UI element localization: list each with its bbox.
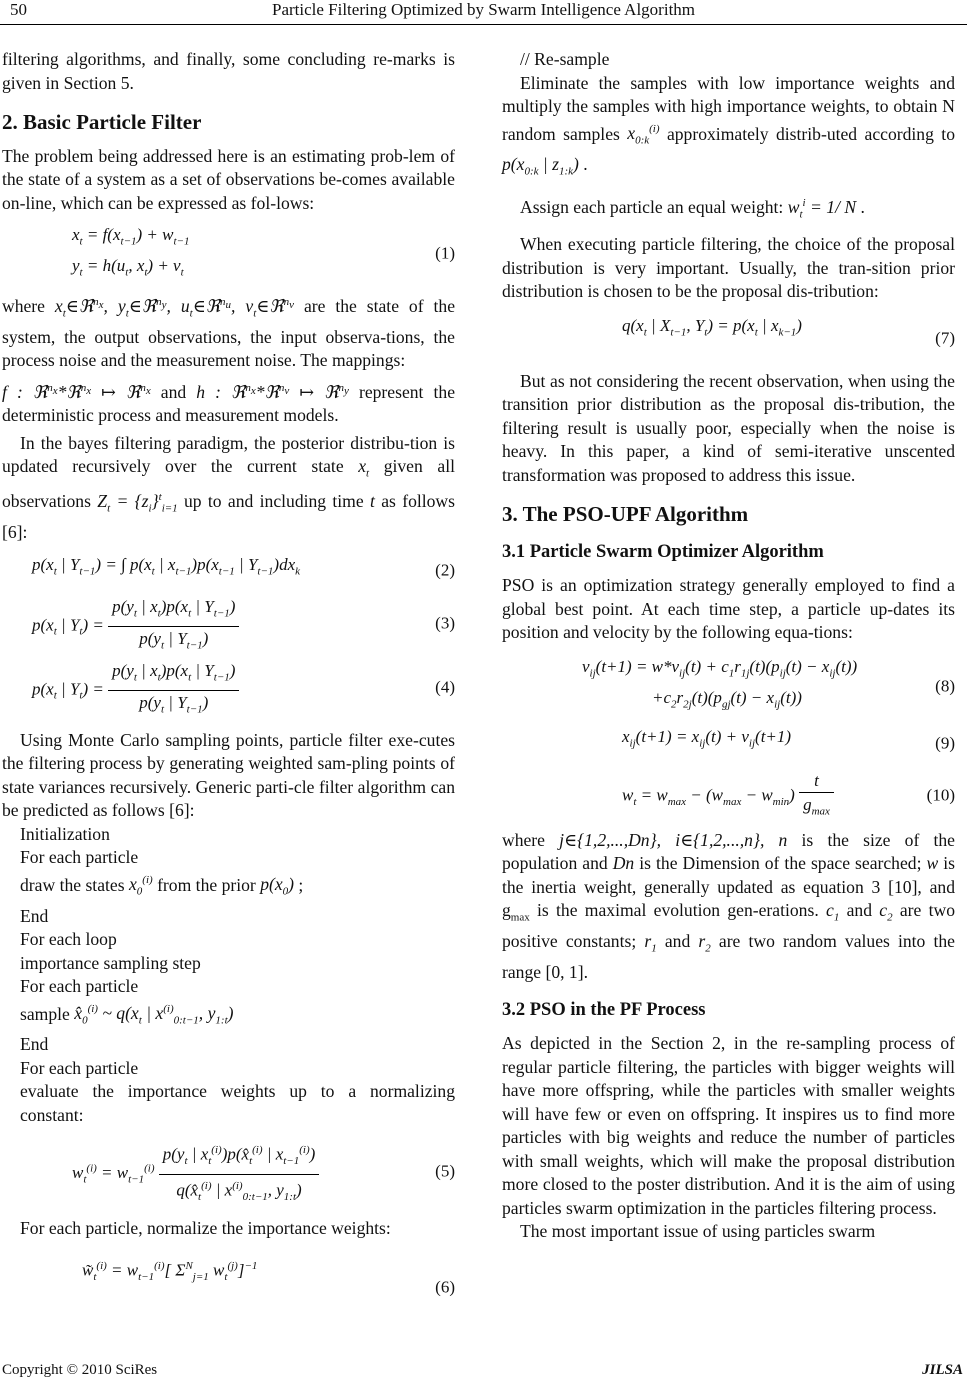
algorithm-steps: Initialization For each particle draw the states $x_0^{(i)}$ from the prior $p(x_0)$ ; End For each loop importance sampling step For each particle sample $x̂_0^{(i)}$ ~ $q(x_t$ | $x^{(i)}_{0:t-1}$, $y_{1:t}$) End For each particle xyxy=(20,823,304,1078)
normalize-paragraph: For each particle, normalize the importance weights: xyxy=(20,1218,391,1239)
equation-8: $v_{ij}(t+1) = w*v_{ij}(t) + c_1r_{1j}(t)(p_{ij}(t) - x_{ij}(t))$ $+c_2r_{2j}(t)(p_{gj}(t) - x_{ij}(t))$ (8) xyxy=(582,656,955,711)
equation-5: $w_t^{(i)} = w_{t-1}^{(i)}$ $\frac{p(y_t | x_t^{(i)})p(x̂_t^{(i)} | x_{t-1}^{(i)})}{q(x̂_t^{(i)} | x^{(i)}_{0:t-1}, y_{1:t})}$ (5) xyxy=(2,1139,455,1203)
mapping-line: f : ℜ$^{n_x}$*ℜ$^{n_x}$ ↦ ℜ$^{n_x}$ and h : ℜ$^{n_x}$*ℜ$^{n_v}$ ↦ ℜ$^{n_y}$ represent the deterministic process and measurement models. xyxy=(2,381,456,426)
where-paragraph: where $x_t\in ℜ^{n_x}$, $y_t\in ℜ^{n_y}$, $u_t\in ℜ^{n_u}$, $v_t\in ℜ^{n_v}$ are the state of the system, the output observations, the input observa-tions, the process noise and the measurement noise. The mappings: xyxy=(2,295,456,371)
section-3-2-paragraph: As depicted in the Section 2, in the re-sampling process of regular particle filtering, the particles with bigger weights will have more offspring, while the particles with smaller weights will have few or even on offspring. It inspires us to find more particles with big weights and reduce the number of particles with small weights, which will make the proposal distribution more closed to the poster distribution. And it is the aim of using particles swarm optimization in the particles filtering process. xyxy=(502,1033,955,1218)
equation-6: $w̃_t^{(i)} = w_{t-1}^{(i)}$[ $\Sigma^N_{j=1}$ $w_t^{(j)}]^{-1}$ (6) xyxy=(82,1259,455,1297)
page-number: 50 xyxy=(10,0,27,19)
header-rule xyxy=(0,24,967,25)
equation-1: $x_t = f(x_{t-1}) + w_{t-1}$ $y_t = h(u_t$, $x_t) + v_t$ (1) xyxy=(72,225,455,279)
running-title: Particle Filtering Optimized by Swarm Intelligence Algorithm xyxy=(271,0,696,19)
proposal-paragraph: When executing particle filtering, the choice of the proposal distribution is very important. Usually, the tran-sition prior distribution is chosen to be the proposal dis-tribution: xyxy=(502,234,955,302)
equation-3: $p(x_t$ | $Y_t$) = $\frac{p(y_t | x_t)p(x_t | Y_{t-1})}{p(y_t | Y_{t-1})}$ (3) xyxy=(32,596,455,651)
right-column xyxy=(502,48,955,1244)
equation-9: $x_{ij}(t+1) = x_{ij}(t) + v_{ij}(t+1)$ (9) xyxy=(622,726,955,753)
journal-name: JILSA xyxy=(922,1362,963,1378)
where-pso-paragraph: where j∈{1,2,...,Dn}, i∈{1,2,...,n}, n is the size of the population and Dn is the Dimension of the space searched; w is the inertia weight, generally updated as equation 3 [10], and $g_{max}$ is the maximal evolution gen-erations. $c_1$ and $c_2$ are two positive constants; $r_1$ and $r_2$ are two random values into the range [0, 1]. xyxy=(502,829,956,983)
left-column xyxy=(2,48,455,1327)
assign-paragraph: Assign each particle an equal weight: $w_t^i = 1/$ N . xyxy=(520,197,865,221)
equation-10: $w_t = w_{max} - (w_{max} - w_{min})$ $\frac{t}{g_{max}}$ (10) xyxy=(622,770,955,818)
resample-comment: // Re-sample xyxy=(520,49,610,69)
copyright: Copyright © 2010 SciRes xyxy=(2,1362,158,1378)
bayes-paragraph: In the bayes filtering paradigm, the posterior distribu-tion is updated recursively over the current state $x_t$ given all observations $Z_t = \{z_i\}^t_{i=1}$ up to and including time t as follows [6]: xyxy=(2,432,455,543)
monte-carlo-paragraph: Using Monte Carlo sampling points, particle filter exe-cutes the filtering process by generating weighted sam-pling points of state variances recursively. Generic parti-cle filter algorithm can be predicted as follows [6]: xyxy=(2,729,455,821)
section-2-title: 2. Basic Particle Filter xyxy=(2,110,202,134)
page-header xyxy=(0,0,967,22)
evaluate-line: evaluate the importance weights up to a normalizing constant: xyxy=(20,1081,455,1125)
equation-4: $p(x_t$ | $Y_t$) = $\frac{p(y_t | x_t)p(x_t | Y_{t-1})}{p(y_t | Y_{t-1})}$ (4) xyxy=(32,660,455,715)
section-2-paragraph: The problem being addressed here is an estimating prob-lem of the state of a system as a set of observations be-comes available on-line, which can be expressed as fol-lows: xyxy=(2,145,455,213)
resample-paragraph: Eliminate the samples with low importance weights and multiply the samples with high importance weights, to obtain N random samples $x_{0:k}^{(i)}$ approximately distrib-uted according to $p(x_{0:k}$ | $z_{1:k}$) . xyxy=(502,72,955,178)
section-3-title: 3. The PSO-UPF Algorithm xyxy=(502,502,749,527)
intro-paragraph: filtering algorithms, and finally, some concluding re-marks is given in Section 5. xyxy=(2,49,455,93)
but-paragraph: But as not considering the recent observation, when using the transition prior distribution as the proposal dis-tribution, the filtering result is usually poor, especially when the noise is heavy. In this paper, a kind of semi-iterative unscented transformation was proposed to address this issue. xyxy=(502,370,955,485)
section-3-1-title: 3.1 Particle Swarm Optimizer Algorithm xyxy=(502,541,824,562)
equation-7: $q(x_t$ | $X_{t-1}$, $Y_t) = p(x_t$ | $x_{k-1}$) (7) xyxy=(622,315,955,348)
pso-paragraph: PSO is an optimization strategy generally employed to find a global best point. At each time step, a particle up-dates its position and velocity by the following equa-tions: xyxy=(502,575,955,643)
section-3-2-title: 3.2 PSO in the PF Process xyxy=(502,999,706,1020)
last-paragraph: The most important issue of using particles swarm xyxy=(520,1221,876,1242)
equation-2: $p(x_t$ | $Y_{t-1}$) = ∫ $p(x_t$ | $x_{t-1})p(x_{t-1}$ | $Y_{t-1})dx_k$ (2) xyxy=(32,554,455,579)
